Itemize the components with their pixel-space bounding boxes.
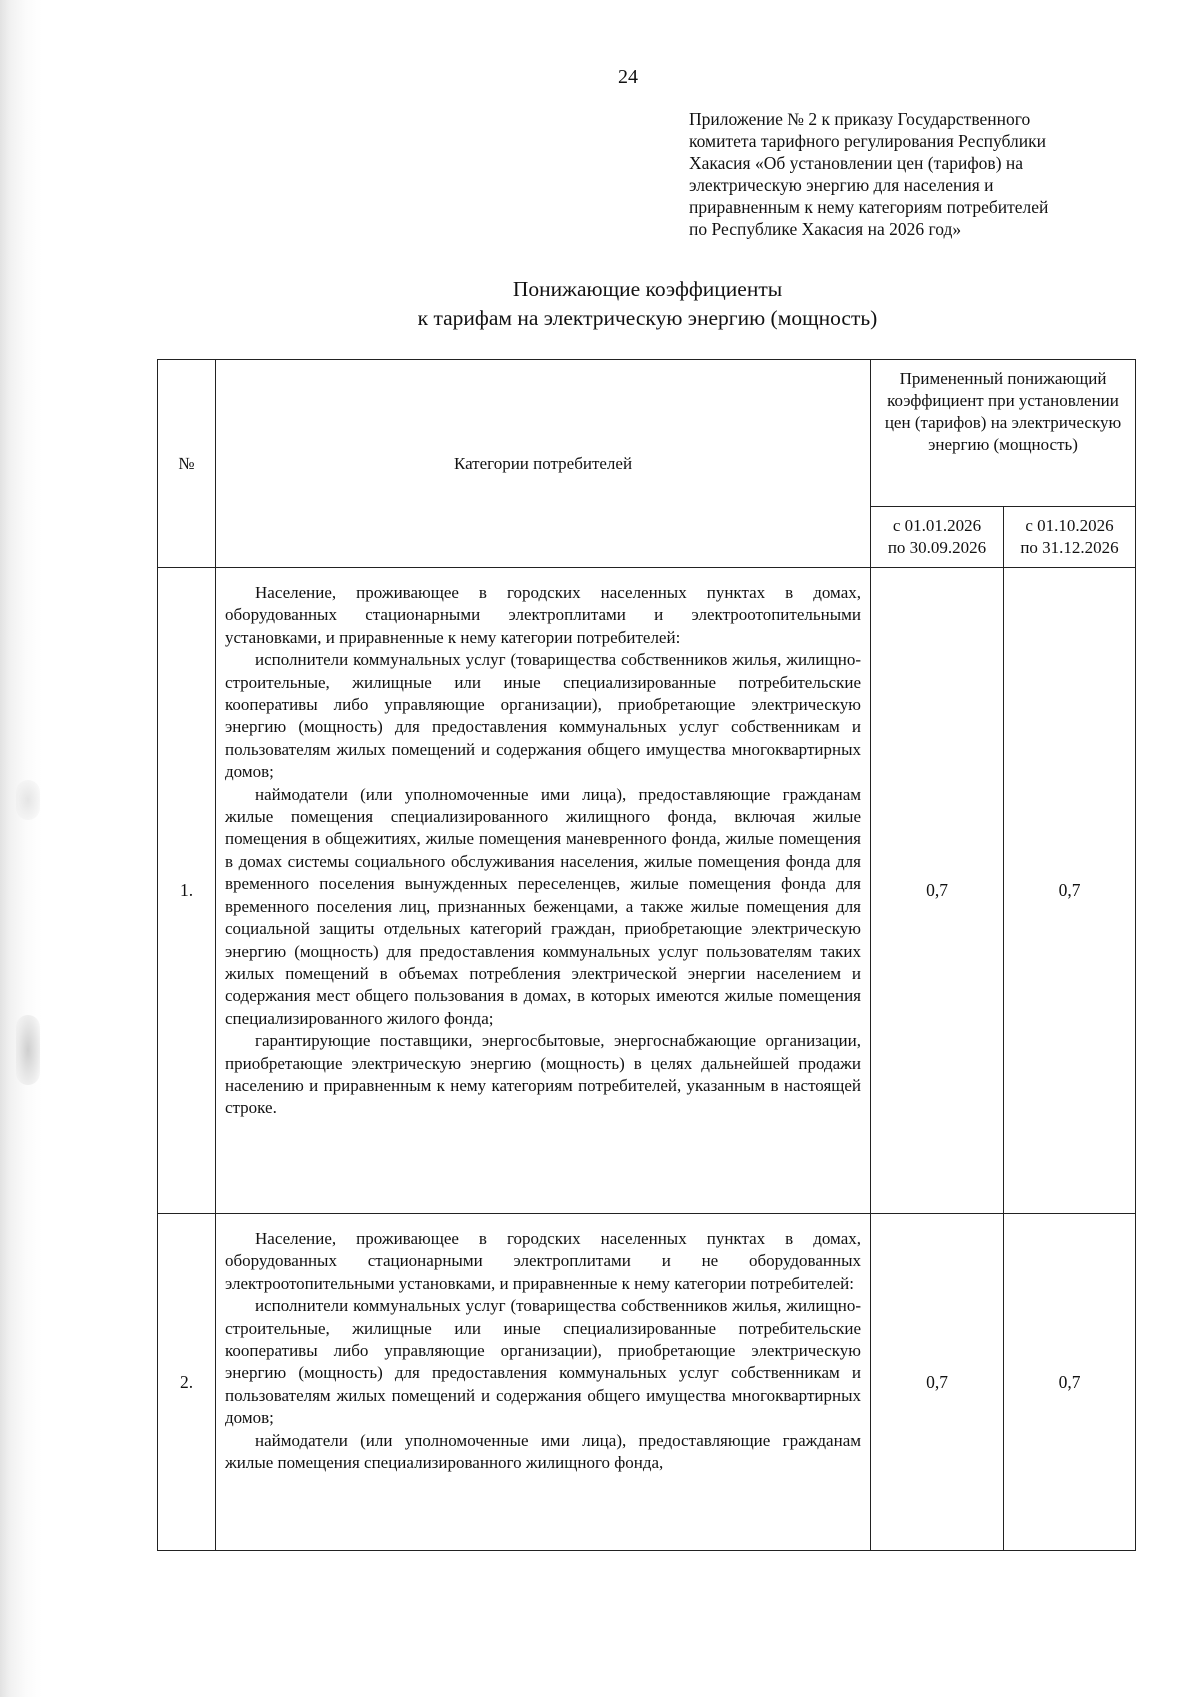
row-category [216, 568, 871, 1214]
appendix-line: комитета тарифного регулирования Республики [689, 131, 1046, 151]
category-paragraph: исполнители коммунальных услуг (товарищества собственников жилья, жилищно-строительные, жилищные или иные специализированные потребительские кооперативы либо управляющие организации), приобретающие электрическую энергию (мощность) для предоставления коммунальных услуг собственникам и пользователям жилых помещений и содержания общего имущества многоквартирных домов; [225, 650, 861, 782]
row-value-period-1: 0,7 [871, 1214, 1004, 1551]
row-value-period-1: 0,7 [871, 568, 1004, 1214]
header-number: № [158, 360, 216, 568]
period-1-from: с 01.01.2026 [892, 516, 982, 535]
header-category: Категории потребителей [216, 360, 871, 568]
appendix-line: приравненным к нему категориям потребителей [689, 197, 1049, 217]
period-2-from: с 01.10.2026 [1025, 516, 1114, 535]
category-paragraph: исполнители коммунальных услуг (товарищества собственников жилья, жилищно-строительные, жилищные или иные специализированные потребительские кооперативы либо управляющие организации), приобретающие электрическую энергию (мощность) для предоставления коммунальных услуг собственникам и пользователям жилых помещений и содержания общего имущества многоквартирных домов; [225, 1296, 861, 1428]
row-number: 2. [158, 1214, 216, 1551]
scan-shadow [16, 780, 40, 820]
appendix-line: Приложение № 2 к приказу Государственного [689, 109, 1031, 129]
table-row [158, 1214, 1136, 1551]
category-paragraph: Население, проживающее в городских населенных пунктах в домах, оборудованных стационарными электроплитами и не оборудованных электроотопительными установками, и приравненные к нему категории потребителей: [225, 1229, 861, 1293]
page-number: 24 [618, 66, 638, 88]
title-line-2: к тарифам на электрическую энергию (мощность) [417, 306, 878, 330]
category-paragraph: гарантирующие поставщики, энергосбытовые, энергоснабжающие организации, приобретающие электрическую энергию (мощность) в целях дальнейшей продажи населению и приравненным к нему категориям потребителей, указанным в настоящей строке. [225, 1031, 861, 1118]
appendix-line: Хакасия «Об установлении цен (тарифов) на [689, 153, 1024, 173]
row-value-period-2: 0,7 [1004, 1214, 1136, 1551]
category-paragraph: наймодатели (или уполномоченные ими лица), предоставляющие гражданам жилые помещения специализированного жилищного фонда, [225, 1430, 861, 1473]
header-period-1 [871, 507, 1004, 568]
appendix-line: электрическую энергию для населения и [689, 175, 994, 195]
document-title [160, 275, 1135, 333]
scan-shadow [16, 1015, 40, 1085]
category-paragraph: наймодатели (или уполномоченные ими лица), предоставляющие гражданам жилые помещения специализированного жилищного фонда, включая жилые помещения в общежитиях, жилые помещения маневренного фонда, жилые помещения в домах системы социального обслуживания населения, жилые помещения фонда для временного поселения вынужденных переселенцев, жилые помещения фонда для временного поселения лиц, признанных беженцами, а также жилые помещения для социальной защиты отдельных категорий граждан, приобретающие электрическую энергию (мощность) для предоставления коммунальных услуг пользователям таких жилых помещений в объемах потребления электрической энергии населением и содержания мест общего пользования в домах, в которых имеются жилые помещения специализированного жилого фонда; [225, 784, 861, 1028]
appendix-note [689, 108, 1119, 240]
row-value-period-2: 0,7 [1004, 568, 1136, 1214]
row-category [216, 1214, 871, 1551]
appendix-line: по Республике Хакасия на 2026 год» [689, 219, 962, 239]
header-period-2 [1004, 507, 1136, 568]
table-header-row [158, 360, 1136, 507]
category-paragraph: Население, проживающее в городских населенных пунктах в домах, оборудованных стационарными электроплитами и электроотопительными установками, и приравненные к нему категории потребителей: [225, 583, 861, 647]
period-2-to: по 31.12.2026 [1020, 538, 1119, 557]
period-1-to: по 30.09.2026 [887, 538, 987, 557]
title-line-1: Понижающие коэффициенты [512, 277, 783, 301]
header-coefficient: Примененный понижающий коэффициент при установлении цен (тарифов) на электрическую энергию (мощность) [871, 360, 1136, 507]
scan-edge [0, 0, 42, 1697]
table-row [158, 568, 1136, 1214]
row-number: 1. [158, 568, 216, 1214]
coefficients-table [157, 359, 1136, 1551]
